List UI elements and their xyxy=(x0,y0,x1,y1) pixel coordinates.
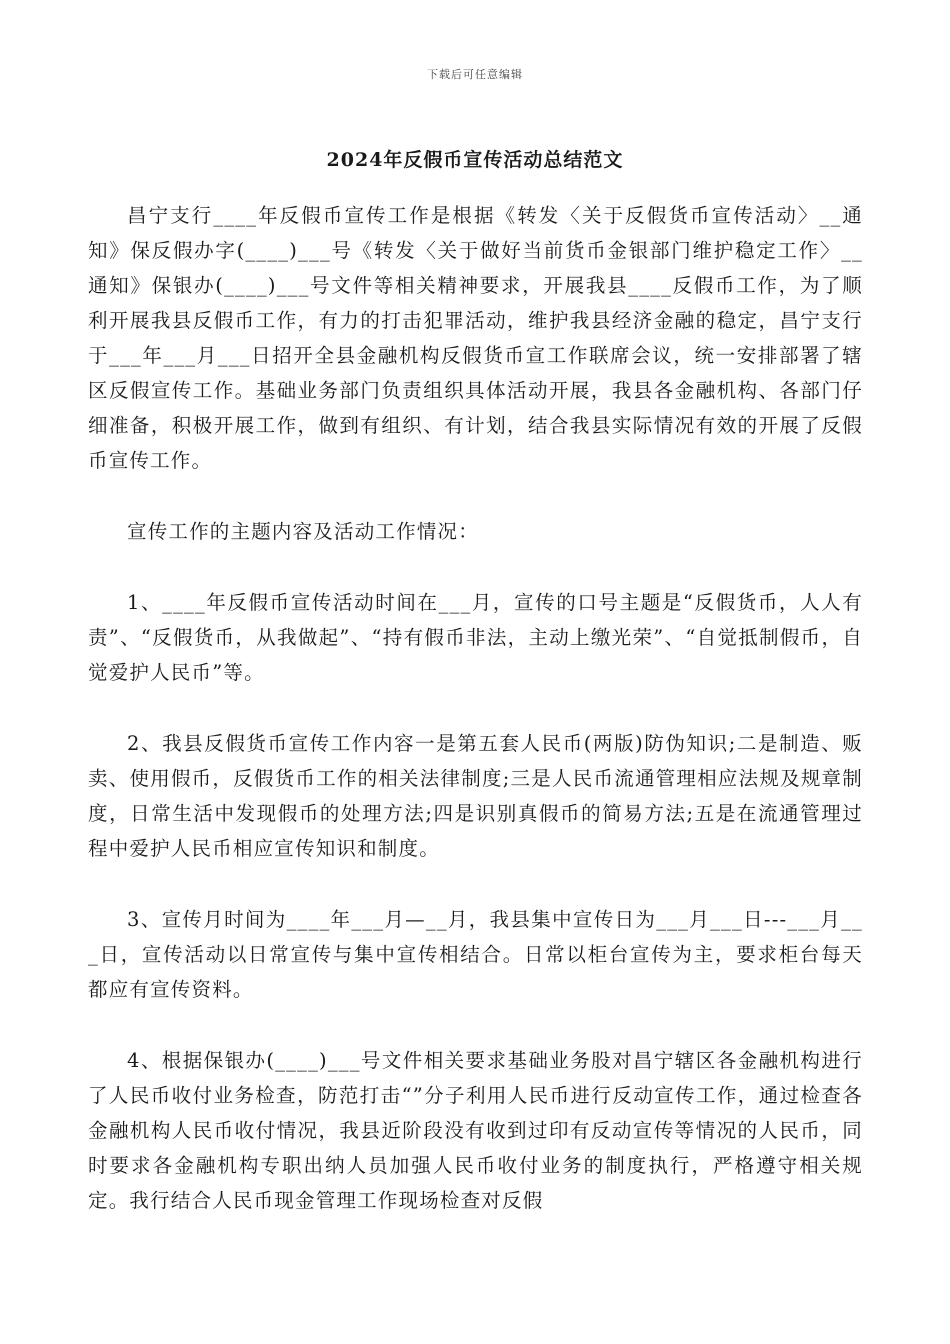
paragraph-item-4: 4、根据保银办(____)___号文件相关要求基础业务股对昌宁辖区各金融机构进行了人民币收付业务检查，防范打击“”分子利用人民币进行反动宣传工作，通过检查各金融机构人民币收付情况，我县近阶段没有收到过印有反动宣传等情况的人民币，同时要求各金融机构专职出纳人员加强人民币收付业务的制度执行，严格遵守相关规定。我行结合人民币现金管理工作现场检查对反假 xyxy=(88,1049,863,1212)
header-note: 下载后可任意编辑 xyxy=(427,68,523,81)
document-title: 2024年反假币宣传活动总结范文 xyxy=(326,149,624,171)
paragraph-item-1: 1、____年反假币宣传活动时间在___月，宣传的口号主题是“反假货币，人人有责”、“反假货币，从我做起”、“持有假币非法，主动上缴光荣”、“自觉抵制假币，自觉爱护人民币”等。 xyxy=(88,591,863,684)
paragraph-section-heading: 宣传工作的主题内容及活动工作情况： xyxy=(127,520,479,543)
paragraph-intro: 昌宁支行____年反假币宣传工作是根据《转发〈关于反假货币宣传活动〉__通知》保反假办字(____)___号《转发〈关于做好当前货币金银部门维护稳定工作〉__通知》保银办(____)___号文件等相关精神要求，开展我县____反假币工作，为了顺利开展我县反假币工作，有力的打击犯罪活动，维护我县经济金融的稳定，昌宁支行于___年___月___日招开全县金融机构反假货币宣工作联席会议，统一安排部署了辖区反假宣传工作。基础业务部门负责组织具体活动开展，我县各金融机构、各部门仔细准备，积极开展工作，做到有组织、有计划，结合我县实际情况有效的开展了反假币宣传工作。 xyxy=(88,204,863,472)
paragraph-item-3: 3、宣传月时间为____年___月—__月，我县集中宣传日为___月___日---___月___日，宣传活动以日常宣传与集中宣传相结合。日常以柜台宣传为主，要求柜台每天都应有宣传资料。 xyxy=(88,908,863,1001)
paragraph-item-2: 2、我县反假货币宣传工作内容一是第五套人民币(两版)防伪知识;二是制造、贩卖、使用假币，反假货币工作的相关法律制度;三是人民币流通管理相应法规及规章制度，日常生活中发现假币的处理方法;四是识别真假币的简易方法;五是在流通管理过程中爱护人民币相应宣传知识和制度。 xyxy=(88,732,863,860)
document-body xyxy=(88,198,863,1218)
